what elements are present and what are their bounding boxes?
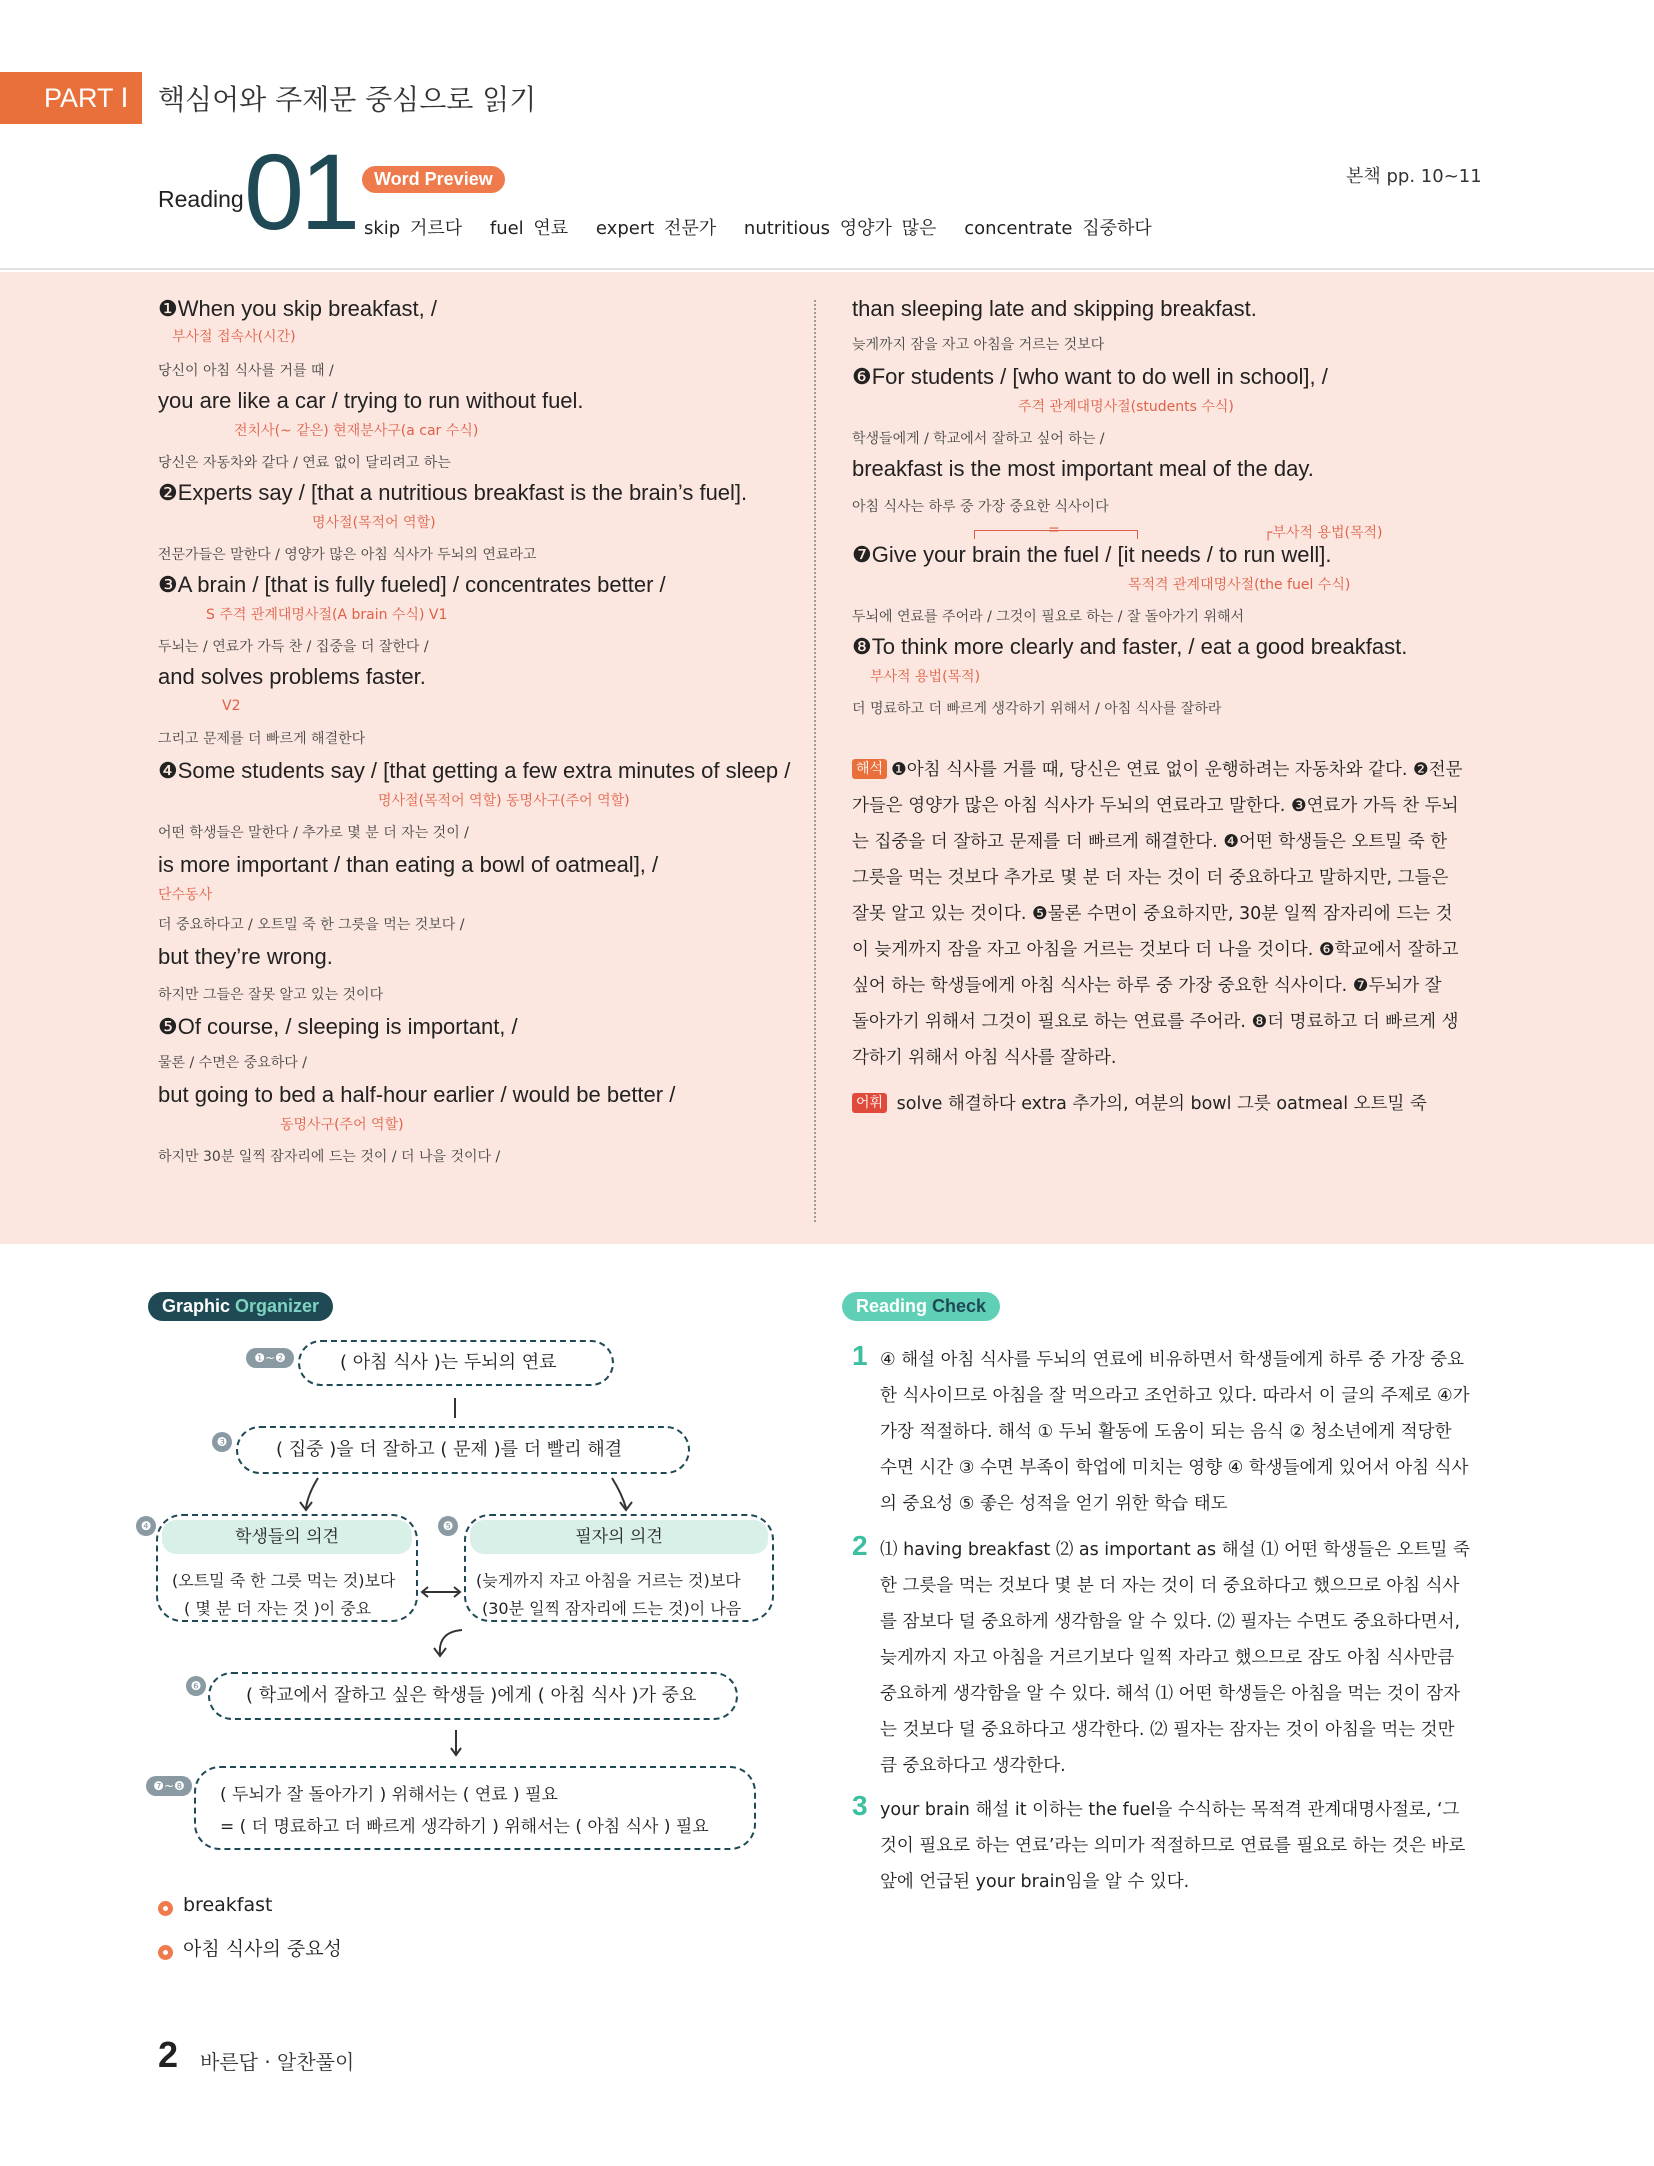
korean-gloss: 더 중요하다고 / 오트밀 죽 한 그릇을 먹는 것보다 / — [158, 917, 465, 933]
footer-title: 바른답 · 알찬풀이 — [200, 2050, 355, 2074]
word-item: fuel 연료 — [489, 218, 569, 239]
sentence-ref: ❹ — [136, 1516, 156, 1536]
students-opinion-line: ( 몇 분 더 자는 것 )이 중요 — [184, 1599, 372, 1618]
korean-gloss: 전문가들은 말한다 / 영양가 많은 아침 식사가 두뇌의 연료라고 — [158, 547, 537, 563]
grammar-note: 명사절(목적어 역할) — [312, 515, 436, 531]
word-preview-list — [364, 214, 1170, 240]
part-title: 핵심어와 주제문 중심으로 읽기 — [158, 83, 537, 116]
answer-explanation-1: ④ 해설 아침 식사를 두뇌의 연료에 비유하면서 학생들에게 하루 중 가장 중요한 식사이므로 아침을 잘 먹으라고 조언하고 있다. 따라서 이 글의 주제로 ④가 가장 적절하다. 해석 ① 두뇌 활동에 도움이 되는 음식 ② 청소년에게 적당한 수면 시간 ③ 수면 부족이 학업에 미치는 영향 ④ 학생들에게 있어서 아침 식사의 중요성 ⑤ 좋은 성적을 얻기 위한 학습 태도 — [880, 1350, 1470, 1514]
korean-gloss: 하지만 30분 일찍 잠자리에 드는 것이 / 더 나을 것이다 / — [158, 1149, 501, 1165]
sentence-line: ❻For students / [who want to do well in school], / — [852, 364, 1328, 389]
vocab-label: 어휘 — [852, 1093, 887, 1113]
sentence-line: but they’re wrong. — [158, 944, 333, 969]
korean-gloss: 그리고 문제를 더 빠르게 해결한다 — [158, 731, 366, 747]
word-item: concentrate 집중하다 — [964, 218, 1152, 239]
sentence-line: ❽To think more clearly and faster, / eat a good breakfast. — [852, 634, 1408, 659]
curved-arrow-icon — [428, 1626, 468, 1662]
sentence-ref: ❸ — [212, 1432, 232, 1452]
sentence-line: you are like a car / trying to run without fuel. — [158, 388, 584, 413]
reading-check-badge — [842, 1292, 1000, 1321]
sentence-ref: ❼~❽ — [146, 1776, 192, 1796]
organizer-box-5: ( 학교에서 잘하고 싶은 학생들 )에게 ( 아침 식사 )가 중요 — [208, 1672, 738, 1720]
organizer-box-2: ( 집중 )을 더 잘하고 ( 문제 )를 더 빨리 해결 — [236, 1426, 690, 1474]
sentence-line: is more important / than eating a bowl of oatmeal], / — [158, 852, 659, 877]
down-arrow-icon — [448, 1728, 464, 1758]
organizer-box-6-line: = ( 더 명료하고 더 빠르게 생각하기 ) 위해서는 ( 아침 식사 ) 필요 — [220, 1817, 709, 1837]
translation-text: ❶아침 식사를 거를 때, 당신은 연료 없이 운행하려는 자동차와 같다. ❷전문가들은 영양가 많은 아침 식사가 두뇌의 연료라고 말한다. ❸연료가 가득 찬 두뇌는 집중을 더 잘하고 문제를 더 빠르게 해결한다. ❹어떤 학생들은 오트밀 죽 한 그릇을 먹는 것보다 추가로 몇 분 더 자는 것이 더 중요하다고 말하지만, 그들은 잘못 알고 있는 것이다. ❺물론 수면이 중요하지만, 30분 일찍 잠자리에 드는 것이 늦게까지 잠을 자고 아침을 거르는 것보다 더 나을 것이다. ❻학교에서 잘하고 싶어 하는 학생들에게 아침 식사는 하루 중 가장 중요한 식사이다. ❼두뇌가 잘 돌아가기 위해서 그것이 필요로 하는 연료를 주어라. ❽더 명료하고 더 빠르게 생각하기 위해서 아침 식사를 잘하라. — [852, 760, 1463, 1068]
question-number: 2 — [852, 1530, 868, 1561]
vocab-text: solve 해결하다 extra 추가의, 여분의 bowl 그릇 oatmeal 오트밀 죽 — [896, 1094, 1427, 1114]
sentence-line: ❹Some students say / [that getting a few extra minutes of sleep / — [158, 758, 791, 783]
sentence-line: ❺Of course, / sleeping is important, / — [158, 1014, 518, 1039]
students-opinion-header: 학생들의 의견 — [162, 1520, 412, 1554]
word-item: nutritious 영양가 많은 — [743, 218, 937, 239]
organizer-box-6 — [194, 1766, 756, 1850]
column-divider — [814, 300, 816, 1222]
grammar-note: 목적격 관계대명사절(the fuel 수식) — [1128, 577, 1351, 593]
sentence-line: ❸A brain / [that is fully fueled] / concentrates better / — [158, 572, 666, 597]
korean-gloss: 당신은 자동차와 같다 / 연료 없이 달리려고 하는 — [158, 455, 451, 471]
badge-text: Graphic — [162, 1296, 236, 1316]
grammar-note: 전치사(~ 같은) 현재분사구(a car 수식) — [234, 423, 479, 439]
organizer-box-6-line: ( 두뇌가 잘 돌아가기 ) 위해서는 ( 연료 ) 필요 — [220, 1785, 558, 1805]
sentence-line: but going to bed a half-hour earlier / would be better / — [158, 1082, 676, 1107]
grammar-note: 부사절 접속사(시간) — [172, 329, 296, 345]
author-opinion-line: (늦게까지 자고 아침을 거르는 것)보다 — [476, 1571, 741, 1590]
author-opinion-line: (30분 일찍 잠자리에 드는 것)이 나음 — [482, 1599, 742, 1618]
grammar-note: 동명사구(주어 역할) — [280, 1117, 404, 1133]
korean-gloss: 물론 / 수면은 중요하다 / — [158, 1055, 307, 1071]
grammar-note: 부사적 용법(목적) — [870, 669, 981, 685]
grammar-note: V2 — [222, 698, 241, 714]
answer-explanation-3: your brain 해설 it 이하는 the fuel을 수식하는 목적격 관계대명사절로, ‘그것이 필요로 하는 연료’라는 의미가 적절하므로 연료를 필요로 하는 것은 바로 앞에 언급된 your brain임을 알 수 있다. — [880, 1800, 1466, 1892]
sentence-line: ❶When you skip breakfast, / — [158, 296, 437, 321]
word-preview-badge: Word Preview — [362, 166, 505, 193]
translation-block — [852, 752, 1464, 1076]
korean-gloss: 당신이 아침 식사를 거를 때 / — [158, 363, 334, 379]
badge-text-accent: Organizer — [235, 1296, 320, 1316]
badge-text-accent: Check — [932, 1296, 987, 1316]
word-item: expert 전문가 — [595, 218, 717, 239]
sentence-ref: ❶~❷ — [246, 1348, 294, 1368]
header-divider — [0, 268, 1654, 270]
sentence-ref: ❻ — [186, 1676, 206, 1696]
reading-number: 01 — [244, 131, 357, 252]
korean-gloss: 두뇌는 / 연료가 가득 찬 / 집중을 더 잘한다 / — [158, 639, 429, 655]
organizer-box-1: ( 아침 식사 )는 두뇌의 연료 — [298, 1340, 614, 1386]
answer-text: breakfast — [183, 1894, 273, 1916]
sentence-line: than sleeping late and skipping breakfast. — [852, 296, 1257, 321]
vocab-block — [852, 1090, 1427, 1115]
answer-explanation-2: ⑴ having breakfast ⑵ as important as 해설 ⑴ 어떤 학생들은 오트밀 죽 한 그릇을 먹는 것보다 몇 분 더 자는 것이 더 중요하다고 했으므로 아침 식사를 잠보다 덜 중요하게 생각함을 알 수 있다. ⑵ 필자는 수면도 중요하다면서, 늦게까지 자고 아침을 거르기보다 일찍 자라고 했으므로 잠도 아침 식사만큼 중요하게 생각함을 알 수 있다. 해석 ⑴ 어떤 학생들은 아침을 먹는 것이 잠자는 것보다 덜 중요하다고 생각한다. ⑵ 필자는 잠자는 것이 아침을 먹는 것만큼 중요하다고 생각한다. — [880, 1540, 1470, 1776]
grammar-note: 주격 관계대명사절(students 수식) — [1018, 399, 1234, 415]
bracket-line — [974, 530, 1138, 539]
grammar-note: 단수동사 — [158, 887, 213, 903]
answer-item — [158, 1894, 272, 1916]
sentence-ref: ❺ — [438, 1516, 458, 1536]
arrows-split — [290, 1474, 650, 1514]
badge-text: Reading — [856, 1296, 933, 1316]
ring-bullet-icon — [158, 1901, 173, 1916]
korean-gloss: 더 명료하고 더 빠르게 생각하기 위해서 / 아침 식사를 잘하라 — [852, 701, 1222, 717]
connector-line — [454, 1398, 456, 1418]
sentence-line: ❼Give your brain the fuel / [it needs / to run well]. — [852, 542, 1332, 567]
word-item: skip 거르다 — [364, 218, 463, 239]
sentence-line: and solves problems faster. — [158, 664, 426, 689]
question-number: 1 — [852, 1340, 868, 1371]
author-opinion-header: 필자의 의견 — [470, 1520, 768, 1554]
part-tab: PART Ⅰ — [0, 72, 142, 124]
ring-bullet-icon — [158, 1945, 173, 1960]
korean-gloss: 학생들에게 / 학교에서 잘하고 싶어 하는 / — [852, 431, 1105, 447]
equals-mark: = — [1048, 522, 1060, 538]
korean-gloss: 늦게까지 잠을 자고 아침을 거르는 것보다 — [852, 337, 1105, 353]
korean-gloss: 두뇌에 연료를 주어라 / 그것이 필요로 하는 / 잘 돌아가기 위해서 — [852, 609, 1245, 625]
grammar-note: ┌부사적 용법(목적) — [1264, 525, 1383, 541]
students-opinion-line: (오트밀 죽 한 그릇 먹는 것)보다 — [172, 1571, 396, 1590]
sentence-line: breakfast is the most important meal of the day. — [852, 456, 1314, 481]
sentence-line: ❷Experts say / [that a nutritious breakfast is the brain’s fuel]. — [158, 480, 748, 505]
answer-text: 아침 식사의 중요성 — [183, 1938, 342, 1960]
korean-gloss: 어떤 학생들은 말한다 / 추가로 몇 분 더 자는 것이 / — [158, 825, 469, 841]
korean-gloss: 하지만 그들은 잘못 알고 있는 것이다 — [158, 987, 384, 1003]
korean-gloss: 아침 식사는 하루 중 가장 중요한 식사이다 — [852, 499, 1109, 515]
question-number: 3 — [852, 1790, 868, 1821]
grammar-note: S 주격 관계대명사절(A brain 수식) V1 — [206, 607, 448, 623]
grammar-note: 명사절(목적어 역할) 동명사구(주어 역할) — [378, 793, 630, 809]
answer-item — [158, 1934, 342, 1961]
page-number: 2 — [158, 2034, 179, 2075]
book-page-reference: 본책 pp. 10~11 — [1346, 166, 1482, 187]
translation-label: 해석 — [852, 759, 887, 779]
double-arrow-icon — [418, 1584, 464, 1600]
graphic-organizer-badge — [148, 1292, 333, 1321]
reading-label: Reading — [158, 186, 244, 212]
